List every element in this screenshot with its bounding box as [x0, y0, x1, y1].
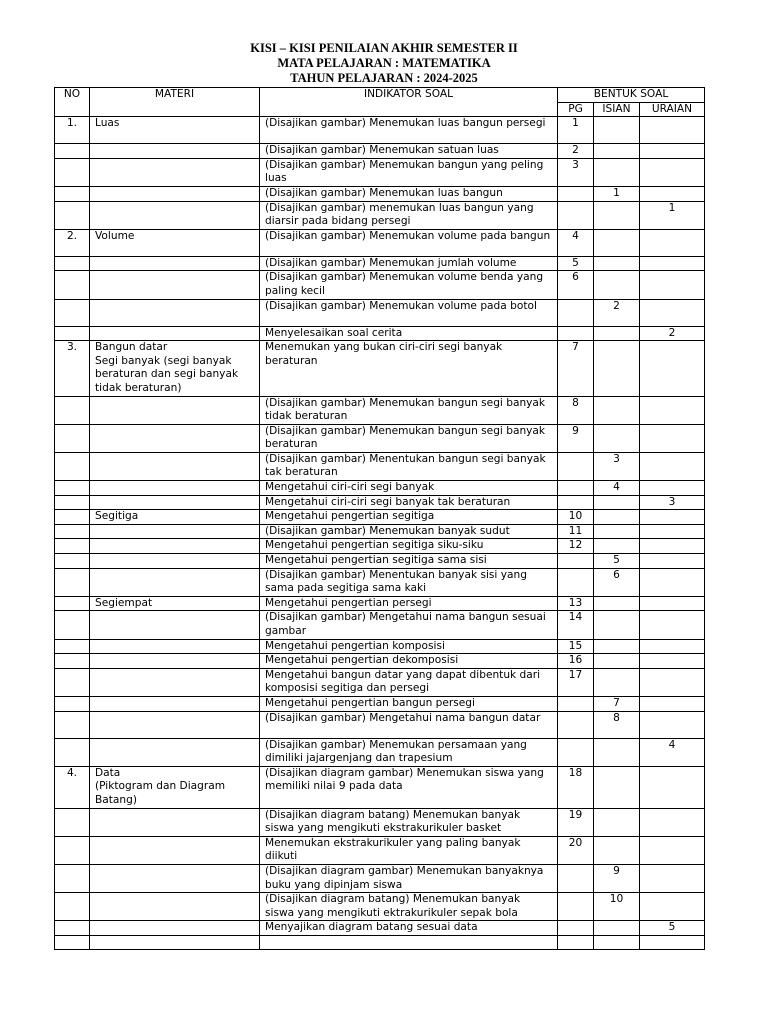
row-number: [55, 510, 90, 525]
materi-cell: [90, 326, 260, 341]
subject-title: MATA PELAJARAN : MATEMATIKA: [277, 56, 491, 70]
materi-cell: Bangun datar Segi banyak (segi banyak beraturan dan segi banyak tidak beraturan): [90, 341, 260, 396]
table-row: [55, 396, 705, 424]
column-header-no: NO: [55, 88, 90, 117]
pg-cell: [558, 738, 594, 766]
isian-cell: 8: [594, 711, 640, 738]
pg-cell: 9: [558, 424, 594, 452]
pg-cell: [558, 711, 594, 738]
uraian-cell: [640, 229, 705, 256]
isian-cell: 1: [594, 186, 640, 201]
materi-cell: [90, 611, 260, 639]
indikator-cell: Mengetahui pengertian segitiga: [260, 510, 558, 525]
pg-cell: 4: [558, 229, 594, 256]
column-header-isian: ISIAN: [594, 102, 640, 117]
isian-cell: [594, 396, 640, 424]
pg-cell: [558, 568, 594, 596]
materi-cell: [90, 696, 260, 711]
isian-cell: [594, 524, 640, 539]
row-number: 2.: [55, 229, 90, 256]
pg-cell: [558, 935, 594, 949]
isian-cell: [594, 611, 640, 639]
pg-cell: 17: [558, 668, 594, 696]
row-number: 1.: [55, 117, 90, 144]
indikator-cell: (Disajikan diagram batang) Menemukan banyak siswa yang mengikuti ekstrakurikuler basket: [260, 808, 558, 836]
isian-cell: [594, 158, 640, 186]
materi-cell: [90, 893, 260, 921]
materi-cell: Segiempat: [90, 596, 260, 611]
pg-cell: 14: [558, 611, 594, 639]
row-number: [55, 568, 90, 596]
isian-cell: 4: [594, 481, 640, 496]
row-number: [55, 554, 90, 569]
isian-cell: [594, 639, 640, 654]
uraian-cell: [640, 596, 705, 611]
pg-cell: 8: [558, 396, 594, 424]
materi-cell: [90, 836, 260, 864]
isian-cell: [594, 738, 640, 766]
indikator-cell: [260, 935, 558, 949]
indikator-cell: (Disajikan gambar) Menemukan satuan luas: [260, 144, 558, 159]
row-number: [55, 524, 90, 539]
table-row: [55, 935, 705, 949]
uraian-cell: [640, 256, 705, 271]
row-number: [55, 738, 90, 766]
table-row: [55, 424, 705, 452]
uraian-cell: [640, 524, 705, 539]
table-row: [55, 696, 705, 711]
pg-cell: 2: [558, 144, 594, 159]
row-number: [55, 639, 90, 654]
pg-cell: 11: [558, 524, 594, 539]
school-year-title: TAHUN PELAJARAN : 2024-2025: [290, 71, 478, 85]
indikator-cell: (Disajikan gambar) Menemukan bangun segi banyak beraturan: [260, 424, 558, 452]
uraian-cell: 5: [640, 921, 705, 936]
isian-cell: [594, 424, 640, 452]
indikator-cell: Menemukan ekstrakurikuler yang paling banyak diikuti: [260, 836, 558, 864]
row-number: [55, 836, 90, 864]
uraian-cell: [640, 452, 705, 480]
header-row: [55, 88, 705, 103]
column-header-indikator: INDIKATOR SOAL: [260, 88, 558, 117]
materi-cell: [90, 639, 260, 654]
indikator-cell: Menyajikan diagram batang sesuai data: [260, 921, 558, 936]
table-row: [55, 766, 705, 808]
materi-cell: [90, 539, 260, 554]
pg-cell: 13: [558, 596, 594, 611]
pg-cell: [558, 921, 594, 936]
indikator-cell: Mengetahui pengertian dekomposisi: [260, 654, 558, 669]
isian-cell: [594, 341, 640, 396]
pg-cell: [558, 554, 594, 569]
isian-cell: [594, 596, 640, 611]
uraian-cell: [640, 639, 705, 654]
table-row: [55, 144, 705, 159]
isian-cell: 10: [594, 893, 640, 921]
materi-cell: [90, 864, 260, 892]
pg-cell: 12: [558, 539, 594, 554]
table-row: [55, 539, 705, 554]
isian-cell: [594, 256, 640, 271]
uraian-cell: [640, 568, 705, 596]
row-number: [55, 256, 90, 271]
table-row: [55, 554, 705, 569]
materi-cell: [90, 201, 260, 229]
column-header-pg: PG: [558, 102, 594, 117]
row-number: [55, 186, 90, 201]
uraian-cell: 3: [640, 495, 705, 510]
isian-cell: [594, 117, 640, 144]
indikator-cell: (Disajikan gambar) Menemukan jumlah volume: [260, 256, 558, 271]
row-number: [55, 481, 90, 496]
indikator-cell: (Disajikan gambar) Menemukan luas bangun: [260, 186, 558, 201]
table-row: [55, 452, 705, 480]
pg-cell: [558, 186, 594, 201]
table-row: [55, 639, 705, 654]
table-row: [55, 864, 705, 892]
uraian-cell: [640, 836, 705, 864]
uraian-cell: [640, 539, 705, 554]
isian-cell: [594, 935, 640, 949]
isian-cell: [594, 144, 640, 159]
isian-cell: [594, 510, 640, 525]
table-row: [55, 524, 705, 539]
materi-cell: [90, 271, 260, 299]
row-number: [55, 711, 90, 738]
row-number: [55, 495, 90, 510]
indikator-cell: Mengetahui pengertian komposisi: [260, 639, 558, 654]
row-number: [55, 654, 90, 669]
column-header-materi: MATERI: [90, 88, 260, 117]
uraian-cell: [640, 271, 705, 299]
materi-cell: [90, 711, 260, 738]
materi-cell: [90, 668, 260, 696]
indikator-cell: Menemukan yang bukan ciri-ciri segi banyak beraturan: [260, 341, 558, 396]
uraian-cell: [640, 144, 705, 159]
row-number: [55, 326, 90, 341]
pg-cell: 7: [558, 341, 594, 396]
uraian-cell: [640, 696, 705, 711]
materi-cell: [90, 524, 260, 539]
uraian-cell: [640, 158, 705, 186]
table-row: [55, 611, 705, 639]
pg-cell: 15: [558, 639, 594, 654]
table-row: [55, 271, 705, 299]
uraian-cell: [640, 654, 705, 669]
uraian-cell: [640, 117, 705, 144]
pg-cell: 19: [558, 808, 594, 836]
row-number: [55, 396, 90, 424]
pg-cell: 10: [558, 510, 594, 525]
row-number: [55, 893, 90, 921]
table-row: [55, 201, 705, 229]
isian-cell: 2: [594, 299, 640, 326]
row-number: [55, 596, 90, 611]
pg-cell: 5: [558, 256, 594, 271]
indikator-cell: (Disajikan diagram batang) Menemukan banyak siswa yang mengikuti ektrakurikuler sepak bola: [260, 893, 558, 921]
table-row: [55, 568, 705, 596]
isian-cell: [594, 326, 640, 341]
row-number: [55, 144, 90, 159]
uraian-cell: 4: [640, 738, 705, 766]
isian-cell: [594, 201, 640, 229]
materi-cell: [90, 158, 260, 186]
table-row: [55, 229, 705, 256]
table-row: [55, 117, 705, 144]
row-number: [55, 935, 90, 949]
uraian-cell: [640, 711, 705, 738]
row-number: [55, 452, 90, 480]
row-number: [55, 424, 90, 452]
table-row: [55, 341, 705, 396]
isian-cell: 9: [594, 864, 640, 892]
isian-cell: [594, 539, 640, 554]
indikator-cell: Menyelesaikan soal cerita: [260, 326, 558, 341]
uraian-cell: [640, 186, 705, 201]
uraian-cell: [640, 510, 705, 525]
indikator-cell: Mengetahui pengertian segitiga siku-siku: [260, 539, 558, 554]
uraian-cell: [640, 299, 705, 326]
indikator-cell: (Disajikan gambar) Menemukan luas bangun persegi: [260, 117, 558, 144]
pg-cell: [558, 452, 594, 480]
pg-cell: [558, 495, 594, 510]
indikator-cell: (Disajikan gambar) Mengetahui nama bangun datar: [260, 711, 558, 738]
indikator-cell: Mengetahui pengertian persegi: [260, 596, 558, 611]
table-row: [55, 158, 705, 186]
row-number: [55, 299, 90, 326]
indikator-cell: (Disajikan gambar) Menemukan bangun yang peling luas: [260, 158, 558, 186]
materi-cell: [90, 481, 260, 496]
isian-cell: [594, 921, 640, 936]
uraian-cell: [640, 864, 705, 892]
indikator-cell: Mengetahui ciri-ciri segi banyak: [260, 481, 558, 496]
uraian-cell: [640, 935, 705, 949]
isian-cell: [594, 668, 640, 696]
materi-cell: [90, 186, 260, 201]
indikator-cell: Mengetahui ciri-ciri segi banyak tak beraturan: [260, 495, 558, 510]
row-number: [55, 668, 90, 696]
uraian-cell: 1: [640, 201, 705, 229]
materi-cell: [90, 654, 260, 669]
isian-cell: 5: [594, 554, 640, 569]
indikator-cell: (Disajikan gambar) Menemukan volume pada botol: [260, 299, 558, 326]
indikator-cell: (Disajikan gambar) Menemukan bangun segi banyak tidak beraturan: [260, 396, 558, 424]
uraian-cell: [640, 893, 705, 921]
pg-cell: [558, 299, 594, 326]
pg-cell: 16: [558, 654, 594, 669]
materi-cell: Volume: [90, 229, 260, 256]
row-number: [55, 808, 90, 836]
column-header-bentuk-soal: BENTUK SOAL: [558, 88, 705, 103]
row-number: [55, 271, 90, 299]
pg-cell: [558, 696, 594, 711]
materi-cell: Luas: [90, 117, 260, 144]
table-row: [55, 808, 705, 836]
materi-cell: Segitiga: [90, 510, 260, 525]
table-row: [55, 738, 705, 766]
indikator-cell: (Disajikan gambar) Menentukan banyak sisi yang sama pada segitiga sama kaki: [260, 568, 558, 596]
indikator-cell: Mengetahui bangun datar yang dapat dibentuk dari komposisi segitiga dan persegi: [260, 668, 558, 696]
materi-cell: [90, 935, 260, 949]
pg-cell: [558, 201, 594, 229]
indikator-cell: (Disajikan gambar) Menemukan volume benda yang paling kecil: [260, 271, 558, 299]
kisi-kisi-table: [54, 87, 705, 950]
materi-cell: [90, 808, 260, 836]
uraian-cell: [640, 668, 705, 696]
row-number: [55, 539, 90, 554]
materi-cell: [90, 144, 260, 159]
row-number: [55, 696, 90, 711]
row-number: [55, 201, 90, 229]
indikator-cell: (Disajikan gambar) Menemukan banyak sudut: [260, 524, 558, 539]
materi-cell: [90, 495, 260, 510]
materi-cell: [90, 554, 260, 569]
table-row: [55, 893, 705, 921]
table-row: [55, 711, 705, 738]
pg-cell: [558, 864, 594, 892]
table-row: [55, 921, 705, 936]
materi-cell: [90, 738, 260, 766]
column-header-uraian: URAIAN: [640, 102, 705, 117]
uraian-cell: [640, 481, 705, 496]
isian-cell: [594, 654, 640, 669]
row-number: [55, 158, 90, 186]
indikator-cell: (Disajikan diagram gambar) Menemukan banyaknya buku yang dipinjam siswa: [260, 864, 558, 892]
materi-cell: [90, 424, 260, 452]
materi-cell: [90, 396, 260, 424]
table-row: [55, 836, 705, 864]
isian-cell: [594, 495, 640, 510]
uraian-cell: [640, 341, 705, 396]
materi-cell: [90, 299, 260, 326]
row-number: 4.: [55, 766, 90, 808]
materi-cell: [90, 921, 260, 936]
indikator-cell: (Disajikan gambar) menemukan luas bangun yang diarsir pada bidang persegi: [260, 201, 558, 229]
isian-cell: 6: [594, 568, 640, 596]
uraian-cell: 2: [640, 326, 705, 341]
row-number: 3.: [55, 341, 90, 396]
table-row: [55, 495, 705, 510]
document-title: KISI – KISI PENILAIAN AKHIR SEMESTER II: [250, 41, 518, 55]
materi-cell: [90, 452, 260, 480]
isian-cell: [594, 766, 640, 808]
isian-cell: [594, 271, 640, 299]
table-row: [55, 596, 705, 611]
uraian-cell: [640, 766, 705, 808]
pg-cell: [558, 893, 594, 921]
isian-cell: [594, 836, 640, 864]
indikator-cell: Mengetahui pengertian bangun persegi: [260, 696, 558, 711]
uraian-cell: [640, 611, 705, 639]
isian-cell: 3: [594, 452, 640, 480]
indikator-cell: (Disajikan gambar) Menemukan volume pada bangun: [260, 229, 558, 256]
pg-cell: 20: [558, 836, 594, 864]
table-row: [55, 668, 705, 696]
uraian-cell: [640, 808, 705, 836]
isian-cell: 7: [594, 696, 640, 711]
row-number: [55, 611, 90, 639]
table-row: [55, 299, 705, 326]
row-number: [55, 921, 90, 936]
pg-cell: [558, 481, 594, 496]
indikator-cell: (Disajikan gambar) Mengetahui nama bangun sesuai gambar: [260, 611, 558, 639]
uraian-cell: [640, 396, 705, 424]
indikator-cell: Mengetahui pengertian segitiga sama sisi: [260, 554, 558, 569]
table-row: [55, 186, 705, 201]
isian-cell: [594, 808, 640, 836]
row-number: [55, 864, 90, 892]
materi-cell: Data (Piktogram dan Diagram Batang): [90, 766, 260, 808]
materi-cell: [90, 568, 260, 596]
indikator-cell: (Disajikan gambar) Menentukan bangun segi banyak tak beraturan: [260, 452, 558, 480]
table-row: [55, 481, 705, 496]
materi-cell: [90, 256, 260, 271]
pg-cell: 1: [558, 117, 594, 144]
table-row: [55, 510, 705, 525]
pg-cell: [558, 326, 594, 341]
indikator-cell: (Disajikan gambar) Menemukan persamaan yang dimiliki jajargenjang dan trapesium: [260, 738, 558, 766]
table-row: [55, 256, 705, 271]
table-row: [55, 654, 705, 669]
indikator-cell: (Disajikan diagram gambar) Menemukan siswa yang memiliki nilai 9 pada data: [260, 766, 558, 808]
pg-cell: 6: [558, 271, 594, 299]
pg-cell: 3: [558, 158, 594, 186]
pg-cell: 18: [558, 766, 594, 808]
uraian-cell: [640, 424, 705, 452]
table-row: [55, 326, 705, 341]
uraian-cell: [640, 554, 705, 569]
isian-cell: [594, 229, 640, 256]
